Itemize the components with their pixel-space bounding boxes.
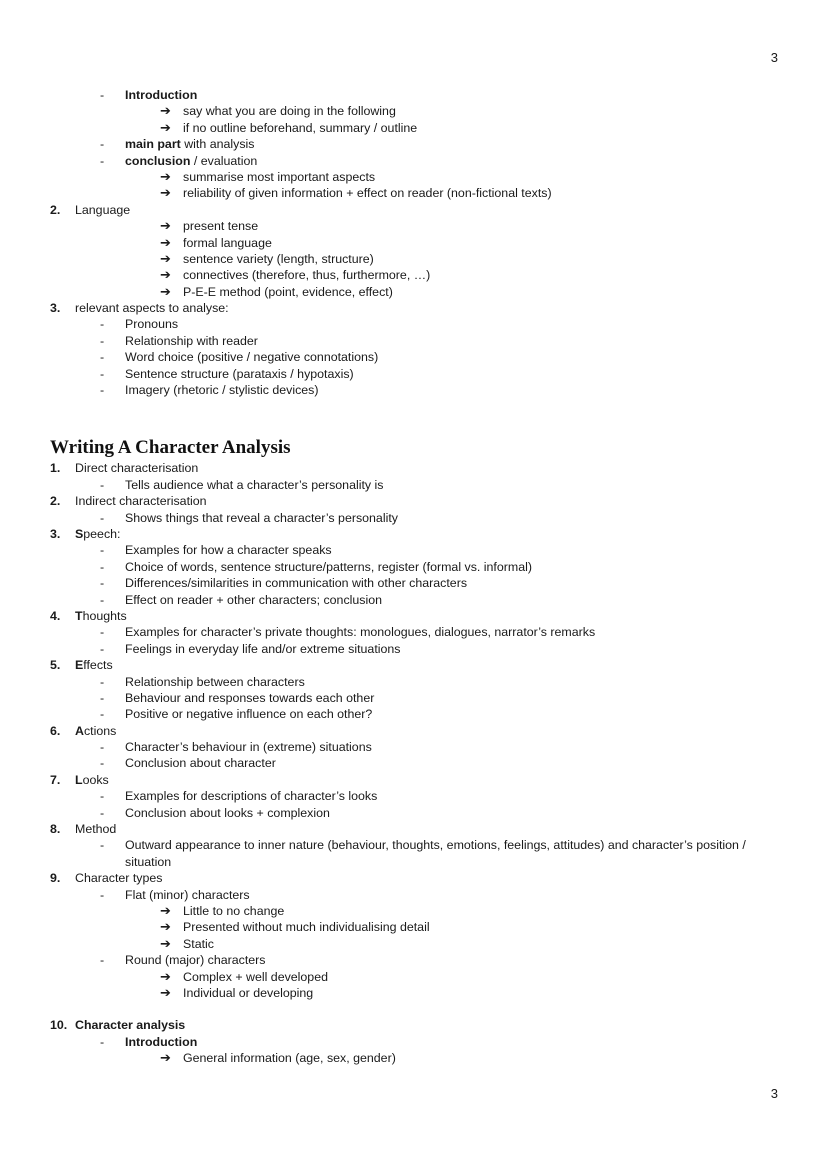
list-item-text: Behaviour and responses towards each other — [125, 690, 375, 705]
item-label-text: Indirect characterisation — [75, 494, 207, 509]
list-item — [0, 674, 828, 690]
conclusion-rest: / evaluation — [190, 153, 258, 168]
item-number: 4. — [50, 608, 61, 623]
list-item-text: Character’s behaviour in (extreme) situations — [125, 740, 372, 755]
list-item-text: Outward appearance to inner nature (behaviour, thoughts, emotions, feelings, attitudes) and character’s position / situation — [125, 838, 746, 869]
page-content — [0, 87, 828, 1067]
page-number-top: 3 — [770, 50, 778, 65]
list-item — [0, 755, 828, 771]
item-number: 9. — [50, 871, 61, 886]
dash-bullet: - — [100, 366, 105, 381]
numbered-item — [0, 723, 828, 739]
dash-bullet: - — [100, 707, 105, 722]
arrow-icon: ➔ — [160, 919, 171, 935]
list-item — [0, 382, 828, 398]
list-item — [0, 284, 828, 300]
list-item-text: Differences/similarities in communication with other characters — [125, 576, 468, 591]
dash-bullet: - — [100, 690, 105, 705]
list-item — [0, 1050, 828, 1066]
arrow-icon: ➔ — [160, 218, 171, 234]
dash-bullet: - — [100, 592, 105, 607]
arrow-icon: ➔ — [160, 119, 171, 135]
item-number: 2. — [50, 202, 61, 217]
list-item-text: Flat (minor) characters — [125, 887, 250, 902]
list-item-text: Choice of words, sentence structure/patterns, register (formal vs. informal) — [125, 559, 532, 574]
item-label — [75, 773, 109, 787]
spacer — [0, 1001, 828, 1017]
list-item — [0, 235, 828, 251]
item-number: 7. — [50, 772, 61, 787]
item-label-text: Direct characterisation — [75, 461, 199, 476]
item-number: 3. — [50, 301, 61, 316]
list-item — [0, 267, 828, 283]
list-item-text: sentence variety (length, structure) — [183, 251, 374, 266]
item-number: 6. — [50, 723, 61, 738]
list-item — [0, 985, 828, 1001]
item-label-text: ctions — [83, 723, 117, 738]
list-item-text: Examples for how a character speaks — [125, 543, 332, 558]
list-item — [0, 169, 828, 185]
list-item-text: Conclusion about looks + complexion — [125, 805, 330, 820]
list-item-text: Round (major) characters — [125, 953, 266, 968]
section-heading: Writing A Character Analysis — [50, 437, 291, 459]
item-number: 2. — [50, 494, 61, 509]
dash-bullet: - — [100, 1034, 105, 1049]
list-item-text: General information (age, sex, gender) — [183, 1051, 396, 1066]
list-item — [0, 837, 828, 870]
list-item — [0, 788, 828, 804]
item-label: Language — [75, 202, 131, 217]
arrow-icon: ➔ — [160, 903, 171, 918]
dash-bullet: - — [100, 333, 105, 348]
item-label: Character analysis — [75, 1018, 186, 1033]
list-item-text: Sentence structure (parataxis / hypotaxis) — [125, 366, 354, 381]
list-item — [0, 542, 828, 558]
numbered-item — [0, 493, 828, 509]
item-number: 10. — [50, 1018, 68, 1033]
list-item-text: Individual or developing — [183, 985, 314, 1000]
item-label: Character types — [75, 871, 163, 886]
item-label-text: ooks — [82, 772, 109, 787]
list-item — [0, 153, 828, 169]
arrow-icon: ➔ — [160, 1050, 171, 1066]
list-item-text: Pronouns — [125, 317, 179, 332]
list-item-text: Feelings in everyday life and/or extreme situations — [125, 641, 401, 656]
list-item-text: say what you are doing in the following — [183, 104, 396, 119]
arrow-icon: ➔ — [160, 185, 171, 201]
item-label — [75, 658, 113, 672]
conclusion-label: conclusion — [125, 153, 191, 168]
list-item-text: Relationship between characters — [125, 674, 305, 689]
arrow-icon: ➔ — [160, 935, 171, 951]
list-item — [0, 903, 828, 919]
list-item-text: Tells audience what a character’s personality is — [125, 477, 384, 492]
dash-bullet: - — [100, 383, 105, 398]
dash-bullet: - — [100, 317, 105, 332]
numbered-item — [0, 821, 828, 837]
numbered-item — [0, 460, 828, 476]
page-number-bottom: 3 — [770, 1086, 778, 1101]
dash-bullet: - — [100, 543, 105, 558]
item-number: 1. — [50, 461, 61, 476]
dash-bullet: - — [100, 838, 105, 853]
dash-bullet: - — [100, 887, 105, 902]
dash-bullet: - — [100, 625, 105, 640]
spacer — [0, 398, 828, 436]
numbered-item — [0, 1017, 828, 1033]
list-item — [0, 706, 828, 722]
item-label — [75, 724, 116, 738]
item-label: relevant aspects to analyse: — [75, 301, 229, 316]
dash-bullet: - — [100, 510, 105, 525]
list-item-text: Presented without much individualising detail — [183, 920, 430, 935]
list-item-text: P-E-E method (point, evidence, effect) — [183, 284, 393, 299]
list-item — [0, 641, 828, 657]
item-label — [75, 822, 116, 836]
item-label-text: ffects — [83, 658, 113, 673]
list-item — [0, 952, 828, 968]
list-item — [0, 624, 828, 640]
list-item-text: Effect on reader + other characters; conclusion — [125, 592, 383, 607]
list-item-text: summarise most important aspects — [183, 169, 376, 184]
item-label-text: Method — [75, 822, 117, 837]
dash-bullet: - — [100, 789, 105, 804]
list-item — [0, 690, 828, 706]
numbered-item — [0, 772, 828, 788]
item-number: 3. — [50, 526, 61, 541]
dash-bullet: - — [100, 674, 105, 689]
numbered-item — [0, 300, 828, 316]
list-item — [0, 510, 828, 526]
dash-bullet: - — [100, 576, 105, 591]
list-item-text: reliability of given information + effect on reader (non-fictional texts) — [183, 186, 552, 201]
list-item — [0, 316, 828, 332]
list-item — [0, 592, 828, 608]
dash-bullet: - — [100, 88, 105, 102]
dash-bullet: - — [100, 740, 105, 755]
arrow-icon: ➔ — [160, 250, 171, 266]
list-item-text: connectives (therefore, thus, furthermore, …) — [183, 268, 431, 283]
list-item-text: Imagery (rhetoric / stylistic devices) — [125, 383, 319, 398]
list-item-text: Little to no change — [183, 904, 285, 918]
numbered-item — [0, 657, 828, 673]
arrow-icon: ➔ — [160, 267, 171, 283]
item-label-initial: E — [75, 658, 84, 673]
list-item — [0, 103, 828, 119]
list-item-text: if no outline beforehand, summary / outline — [183, 120, 418, 135]
list-item — [0, 185, 828, 201]
list-item-text: formal language — [183, 235, 272, 250]
list-item — [0, 575, 828, 591]
dash-bullet: - — [100, 641, 105, 656]
introduction-label: Introduction — [125, 1034, 198, 1049]
numbered-item — [0, 870, 828, 886]
list-item — [0, 136, 828, 152]
list-item-text: Positive or negative influence on each other? — [125, 707, 373, 722]
item-number: 5. — [50, 658, 61, 673]
dash-bullet: - — [100, 137, 105, 152]
list-item — [0, 559, 828, 575]
list-item-text: Examples for character’s private thoughts: monologues, dialogues, narrator’s remarks — [125, 625, 596, 640]
introduction-label: Introduction — [125, 88, 198, 102]
list-item — [0, 1034, 828, 1050]
item-label — [75, 461, 198, 475]
item-number: 8. — [50, 822, 61, 837]
item-label-initial: T — [75, 608, 83, 623]
dash-bullet: - — [100, 477, 105, 492]
list-item — [0, 349, 828, 365]
list-item-text: Shows things that reveal a character’s personality — [125, 510, 398, 525]
numbered-item — [0, 526, 828, 542]
list-item-text: present tense — [183, 219, 259, 234]
list-item-text: Conclusion about character — [125, 756, 276, 771]
item-label — [75, 609, 127, 623]
numbered-item — [0, 202, 828, 218]
list-item-text: Word choice (positive / negative connotations) — [125, 350, 379, 365]
main-part-label: main part — [125, 137, 181, 152]
dash-bullet: - — [100, 953, 105, 968]
arrow-icon: ➔ — [160, 968, 171, 984]
item-label-initial: S — [75, 526, 84, 541]
item-label — [75, 527, 120, 541]
arrow-icon: ➔ — [160, 984, 171, 1000]
arrow-icon: ➔ — [160, 234, 171, 250]
numbered-item — [0, 608, 828, 624]
list-item — [0, 477, 828, 493]
list-item — [0, 333, 828, 349]
list-item — [0, 919, 828, 935]
list-item — [0, 739, 828, 755]
list-item-text: Relationship with reader — [125, 333, 258, 348]
item-label-initial: A — [75, 723, 84, 738]
list-item — [0, 969, 828, 985]
list-item — [0, 805, 828, 821]
list-item — [0, 251, 828, 267]
item-label-text: peech: — [83, 526, 121, 541]
dash-bullet: - — [100, 153, 105, 168]
arrow-icon: ➔ — [160, 103, 171, 119]
list-item-text: Complex + well developed — [183, 969, 328, 984]
list-item — [0, 218, 828, 234]
list-item — [0, 887, 828, 903]
list-item — [0, 120, 828, 136]
dash-bullet: - — [100, 559, 105, 574]
item-label-initial: L — [75, 772, 83, 787]
main-part-rest: with analysis — [180, 137, 255, 152]
list-item-text: Examples for descriptions of character’s looks — [125, 789, 378, 804]
dash-bullet: - — [100, 805, 105, 820]
arrow-icon: ➔ — [160, 283, 171, 299]
list-item — [0, 936, 828, 952]
item-label-text: houghts — [82, 608, 127, 623]
list-item-text: Static — [183, 936, 214, 951]
list-item — [0, 87, 828, 103]
dash-bullet: - — [100, 756, 105, 771]
dash-bullet: - — [100, 350, 105, 365]
list-item — [0, 366, 828, 382]
arrow-icon: ➔ — [160, 168, 171, 184]
item-label — [75, 494, 207, 508]
character-analysis-list — [0, 460, 828, 870]
